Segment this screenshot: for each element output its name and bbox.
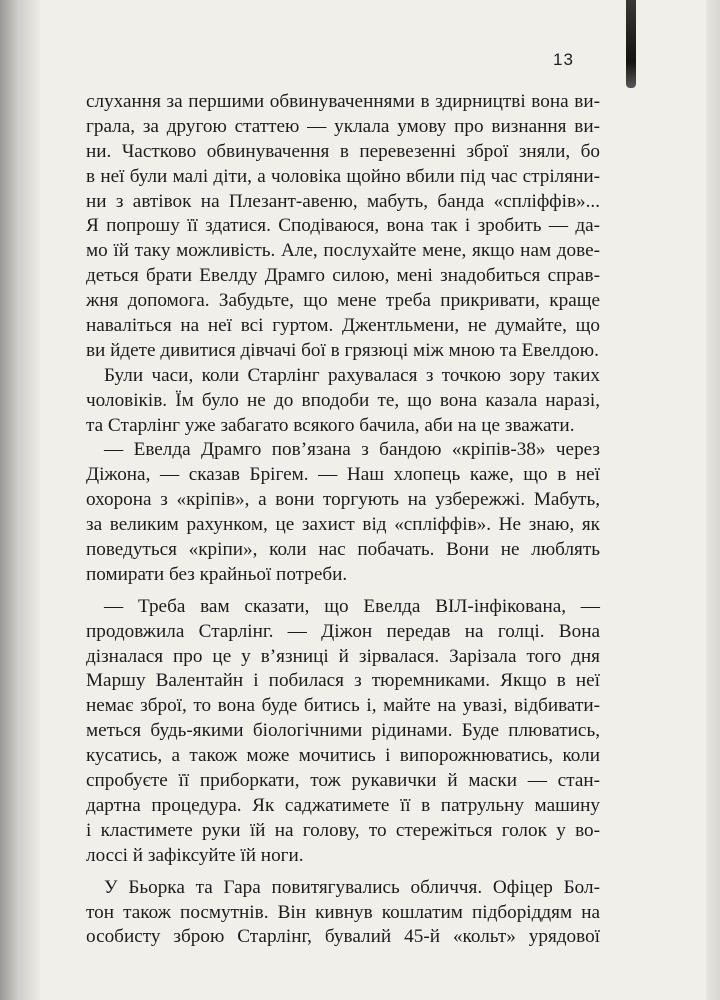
paragraph-gap <box>86 588 600 595</box>
text-line: продовжила Старлінг. — Діжон передав на голці. Вона <box>86 620 600 642</box>
text-line: тон також посмутнів. Він кивнув кошлатим підборіддям на <box>86 901 600 923</box>
text-line: лоссі й зафіксуйте їй ноги. <box>86 844 304 866</box>
paragraph <box>86 438 600 587</box>
text-line: в неї були малі діти, а чоловіка щойно вбили під час стріляни- <box>86 165 600 187</box>
text-line: особисту зброю Старлінг, бувалий 45-й «кольт» урядової <box>86 926 600 948</box>
text-line: дартна процедура. Як саджатимете її в патрульну машину <box>86 794 600 816</box>
text-line: чоловіків. Їм було не до вподоби те, що вона казала наразі, <box>86 389 600 411</box>
text-line: ни. Частково обвинувачення в перевезенні зброї зняли, бо <box>86 140 600 162</box>
text-line: ви йдете дивитися дівчачі бої в грязюці між мною та Евелдою. <box>86 339 599 361</box>
text-line: грала, за другою статтею — уклала умову про визнання ви- <box>86 115 600 137</box>
page-edge <box>706 0 720 1000</box>
text-line: меться будь-якими біологічними рідинами. Буде плюватись, <box>86 720 600 742</box>
text-line: Були часи, коли Старлінг рахувалася з точкою зору таких <box>104 364 600 386</box>
page-number: 13 <box>553 50 574 69</box>
text-line: У Бьорка та Гара повитягувались обличчя. Офіцер Бол- <box>104 876 600 898</box>
text-line: і кластимете руки їй на голову, то стережіться голок у во- <box>86 819 600 841</box>
text-line: жня допомога. Забудьте, що мене треба прикривати, краще <box>86 290 600 312</box>
page-gutter-shadow <box>0 0 40 1000</box>
text-line: наваліться на неї всі гуртом. Джентльмени, не думайте, що <box>86 315 600 337</box>
paragraph <box>86 595 600 869</box>
text-line: — Треба вам сказати, що Евелда ВІЛ-інфікована, — <box>104 595 600 617</box>
text-line: слухання за першими обвинуваченнями в здирництві вона ви- <box>86 91 600 112</box>
text-line: та Старлінг уже забагато всякого бачила, аби на це зважати. <box>86 414 575 436</box>
text-line: — Евелда Драмго пов’язана з бандою «кріпів-38» через <box>104 439 600 461</box>
text-line: Я попрошу її здатися. Сподіваюся, вона так і зробить — да- <box>86 215 600 237</box>
text-line: деться брати Евелду Драмго силою, мені знадобиться справ- <box>86 265 600 287</box>
paragraph <box>86 90 600 364</box>
text-line: дізналася про це у в’язниці й зірвалася. Зарізала того дня <box>86 645 600 667</box>
text-line: Діжона, — сказав Брігем. — Наш хлопець каже, що в неї <box>86 464 600 486</box>
text-line: мо їй таку можливість. Але, послухайте мене, якщо нам дове- <box>86 240 600 262</box>
text-line: за великим рахунком, це захист від «спліффів». Не знаю, як <box>86 514 600 536</box>
bookmark-tab <box>626 0 636 88</box>
body-text <box>86 90 600 950</box>
text-line: немає зброї, то вона буде битись і, майте на увазі, відбивати- <box>86 695 600 717</box>
text-line: охорона з «кріпів», а вони торгують на узбережжі. Мабуть, <box>86 489 600 511</box>
text-line: поведуться «кріпи», коли нас побачать. Вони не люблять <box>86 539 600 561</box>
text-line: ни з автівок на Плезант-авеню, мабуть, банда «спліффів»... <box>86 190 600 212</box>
paragraph-gap <box>86 869 600 876</box>
paragraph <box>86 876 600 951</box>
text-line: кусатись, а також може мочитись і випорожнюватись, коли <box>86 745 600 767</box>
text-line: спробуєте її приборкати, тож рукавички й маски — стан- <box>86 770 600 792</box>
text-line: Маршу Валентайн і побилася з тюремниками. Якщо в неї <box>86 670 600 692</box>
paragraph <box>86 364 600 439</box>
text-line: помирати без крайньої потреби. <box>86 563 348 585</box>
